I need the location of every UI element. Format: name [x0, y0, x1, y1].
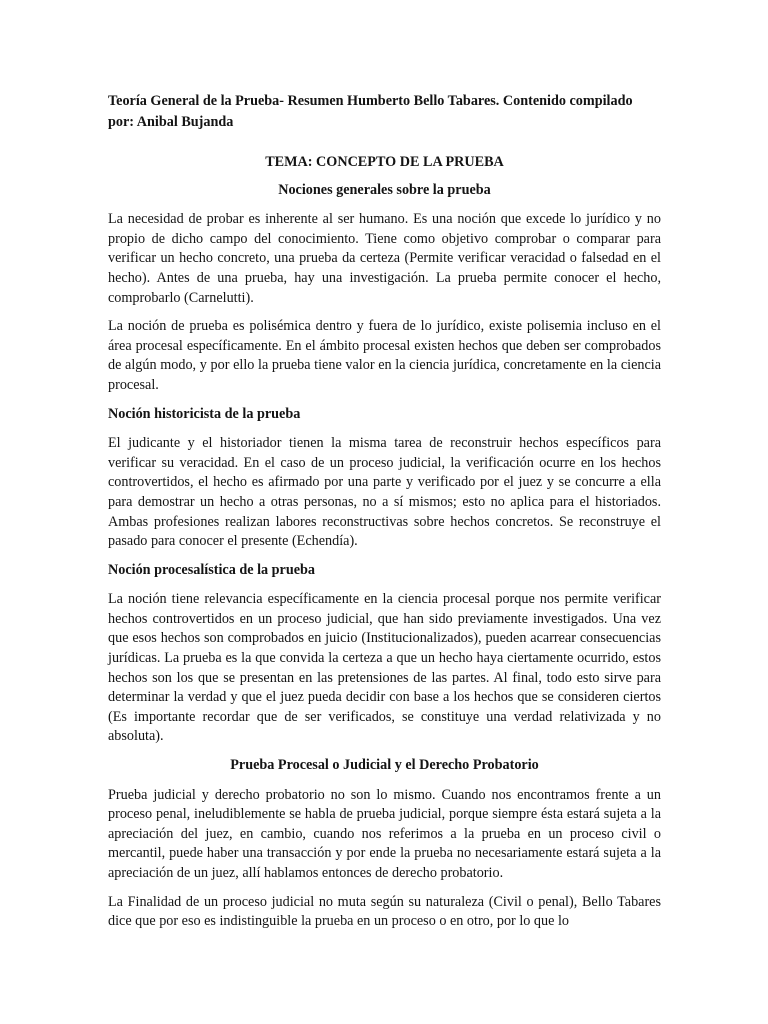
paragraph: La necesidad de probar es inherente al ser humano. Es una noción que excede lo jurídico y no propio de dicho campo del conocimiento. Tiene como objetivo comprobar o comparar para verificar un hecho concreto, una prueba da certeza (Permite verificar veracidad o falsedad en el hecho). Antes de una prueba, hay una investigación. La prueba permite conocer el hecho, comprobarlo (Carnelutti).	[108, 211, 661, 306]
paragraph: Prueba judicial y derecho probatorio no son lo mismo. Cuando nos encontramos frente a un proceso penal, ineludiblemente se habla de prueba judicial, porque siempre ésta estará sujeta a la apreciación del juez, en cambio, cuando nos referimos a la prueba en un proceso civil o mercantil, puede haber una transacción y por ende la prueba no necesariamente estará sujeta a la apreciación de un juez, allí hablamos entonces de derecho probatorio.	[108, 786, 661, 881]
section-nociones-generales	[108, 181, 661, 396]
document-page	[108, 91, 661, 941]
paragraph: La noción tiene relevancia específicamente en la ciencia procesal porque nos permite verificar hechos controvertidos en un proceso judicial, que han sido previamente investigados. Una vez que esos hechos son comprobados en juicio (Institucionalizados), pueden acarrear consecuencias jurídicas. La prueba es la que convida la certeza a que un hecho haya ciertamente ocurrido, estos hechos son los que se presentan en las pretensiones de las partes. Al final, todo esto sirve para determinar la verdad y que el juez pueda decidir con base a los hechos que se consideren ciertos (Es importante recordar que de ser verificados, se constituye una verdad relativizada y no absoluta).	[108, 591, 661, 745]
document-title: Teoría General de la Prueba- Resumen Humberto Bello Tabares. Contenido compilado por: Anibal Bujanda	[108, 93, 633, 130]
section-prueba-procesal	[108, 756, 661, 932]
section-heading: Prueba Procesal o Judicial y el Derecho Probatorio	[230, 757, 539, 774]
section-heading: Nociones generales sobre la prueba	[278, 181, 491, 198]
section-nocion-procesalistica	[108, 561, 661, 747]
paragraph: La noción de prueba es polisémica dentro y fuera de lo jurídico, existe polisemia incluso en el área procesal específicamente. En el ámbito procesal existen hechos que deben ser comprobados de algún modo, y por ello la prueba tiene valor en la ciencia jurídica, concretamente en la ciencia procesal.	[108, 318, 661, 393]
paragraph: El judicante y el historiador tienen la misma tarea de reconstruir hechos específicos para verificar su veracidad. En el caso de un proceso judicial, la verificación ocurre en los hechos controvertidos, el hecho es afirmado por una parte y verificado por el juez y se concurre a ella para demostrar un hecho a otras personas, no a sí mismos; esto no aplica para el historiados. Ambas profesiones realizan labores reconstructivas sobre hechos concretos. Se reconstruye el pasado para conocer el presente (Echendía).	[108, 435, 661, 550]
section-heading: Noción procesalística de la prueba	[108, 561, 316, 578]
topic-heading: TEMA: CONCEPTO DE LA PRUEBA	[265, 154, 504, 170]
section-nocion-historicista	[108, 405, 661, 552]
section-heading: Noción historicista de la prueba	[108, 405, 301, 422]
paragraph: La Finalidad de un proceso judicial no muta según su naturaleza (Civil o penal), Bello Tabares dice que por eso es indistinguible la prueba en un proceso o en otro, por lo que lo	[108, 893, 661, 930]
